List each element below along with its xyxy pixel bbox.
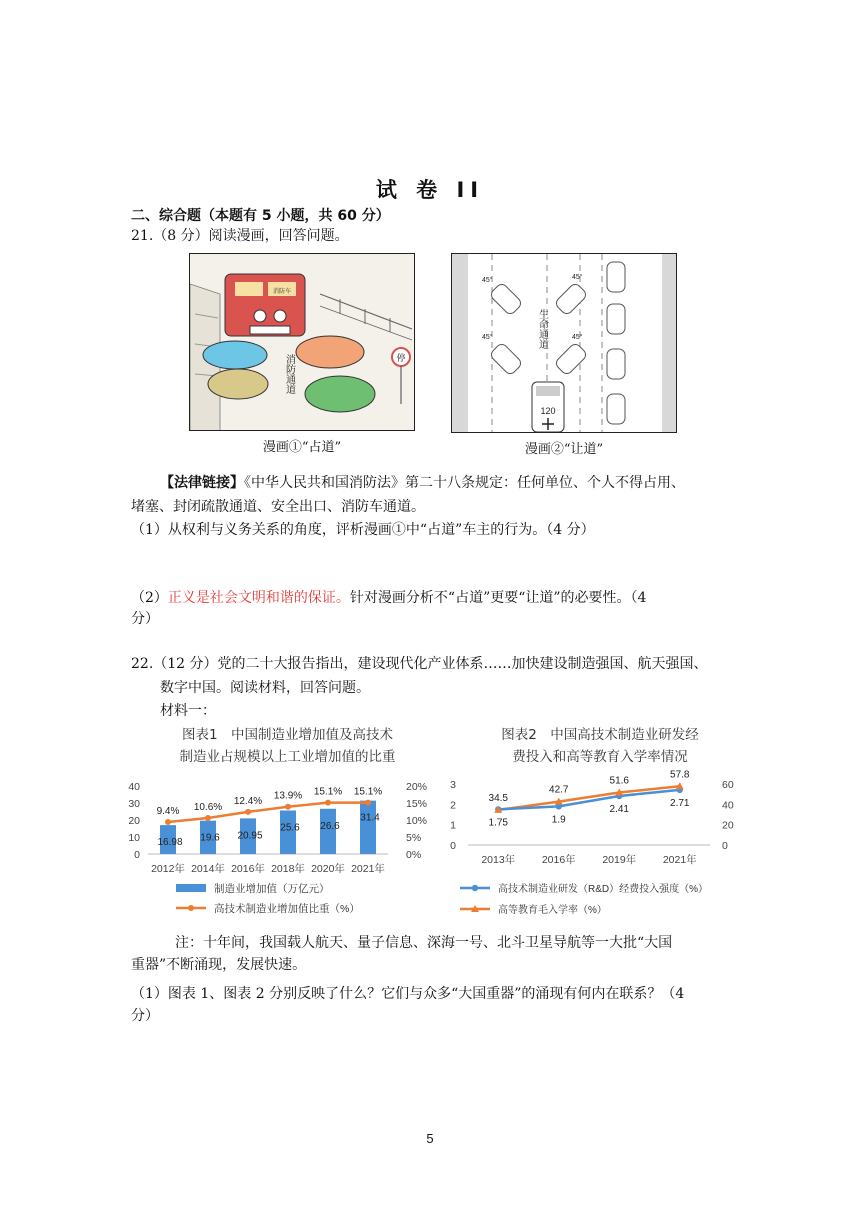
legend-label: 制造业增加值（万亿元） [214, 883, 330, 895]
road-label: 消防通道 [283, 354, 295, 394]
y-left-tick: 3 [450, 779, 456, 791]
page-number: 5 [426, 1131, 434, 1146]
enrollment-value-label: 57.8 [670, 770, 690, 781]
rd-value-label: 2.71 [670, 797, 690, 809]
legend-label: 高技术制造业增加值比重（%） [214, 903, 360, 915]
y-left-tick: 40 [128, 781, 140, 793]
q21-sub2-prefix: （2） [131, 590, 168, 606]
x-tick-label: 2013年 [481, 854, 516, 866]
line-value-label: 10.6% [193, 801, 223, 813]
enrollment-value-label: 42.7 [549, 784, 569, 796]
line-value-label: 12.4% [233, 795, 263, 807]
q22-stem-line-1: 22.（12 分）党的二十大报告指出，建设现代化产业体系……加快建设制造强国、航天强国、 [131, 656, 708, 672]
x-tick-label: 2019年 [602, 854, 637, 866]
chart-2-svg [440, 770, 760, 920]
bar-value-label: 19.6 [200, 832, 220, 844]
bar-value-label: 16.98 [157, 837, 183, 849]
x-tick-label: 2018年 [271, 863, 305, 875]
angle-label-3: 45° [482, 334, 493, 341]
q21-sub2-line-2: 分） [131, 611, 159, 627]
x-tick-label: 2021年 [351, 863, 385, 875]
q22-sub1-line-1: （1）图表 1、图表 2 分别反映了什么？它们与众多“大国重器”的涌现有何内在联系？（4 [131, 986, 685, 1002]
comic-1-caption: 漫画①“占道” [262, 440, 342, 455]
comic-1-occupying-lane [189, 253, 415, 431]
q21-sub1: （1）从权利与义务关系的角度，评析漫画①中“占道”车主的行为。（4 分） [131, 522, 595, 538]
q22-sub1-line-2: 分） [131, 1008, 159, 1024]
y-right-tick: 20 [722, 819, 734, 832]
x-tick-label: 2014年 [191, 863, 225, 875]
legend-label: 高技术制造业研发（R&D）经费投入强度（%） [498, 884, 709, 895]
y-right-tick: 60 [722, 779, 734, 791]
enrollment-value-label: 51.6 [609, 775, 629, 787]
x-tick-label: 2016年 [541, 854, 576, 866]
comic-2-illustration [452, 254, 677, 433]
q21-sub2 [131, 587, 741, 609]
enrollment-value-label: 34.5 [488, 792, 508, 804]
q21-sub2-highlight: 正义是社会文明和谐的保证。 [167, 590, 350, 606]
y-right-tick: 0% [406, 849, 422, 861]
section-heading: 二、综合题（本题有 5 小题，共 60 分） [131, 208, 390, 224]
note-line-2: 重器”不断涌现，发展快速。 [131, 957, 307, 973]
line-value-label: 15.1% [353, 786, 383, 798]
y-right-tick: 5% [406, 832, 422, 844]
line-value-label: 13.9% [273, 790, 303, 802]
lane-label: 生命通道 [536, 309, 548, 349]
legend-marker-rd [472, 885, 478, 891]
line-point [285, 804, 291, 810]
bar [360, 801, 376, 854]
law-label: 【法律链接】 [160, 475, 244, 491]
paper-title: 试 卷 II [375, 178, 485, 202]
series-line-enrollment [498, 786, 680, 810]
rd-value-label: 1.75 [488, 817, 508, 829]
y-right-tick: 15% [406, 798, 428, 810]
y-right-tick: 20% [406, 781, 428, 793]
bar-value-label: 25.6 [280, 822, 300, 834]
x-tick-label: 2012年 [151, 863, 185, 875]
y-left-tick: 0 [450, 840, 456, 852]
x-tick-label: 2020年 [311, 863, 345, 875]
line-point [165, 819, 171, 825]
y-right-tick: 0 [722, 840, 728, 852]
y-left-tick: 10 [128, 832, 140, 844]
line-point [245, 809, 251, 815]
y-left-tick: 20 [128, 815, 140, 827]
q22-stem-line-2: 数字中国。阅读材料，回答问题。 [160, 680, 370, 696]
comic-2-caption: 漫画②“让道” [524, 442, 604, 457]
legend-swatch-bar [176, 884, 206, 892]
line-point [205, 815, 211, 821]
bar-value-label: 26.6 [320, 820, 340, 832]
comic-2-making-way [451, 253, 677, 433]
note-line-1: 注：十年间，我国载人航天、量子信息、深海一号、北斗卫星导航等一大批“大国 [175, 935, 673, 951]
legend-label: 高等教育毛入学率（%） [498, 905, 607, 916]
chart-1-title-line-1: 图表1 中国制造业增加值及高技术 [181, 727, 394, 743]
material-label: 材料一： [160, 703, 216, 719]
angle-label-2: 45° [572, 274, 583, 281]
y-left-tick: 1 [450, 819, 456, 832]
law-text-line-2: 堵塞、封闭疏散通道、安全出口、消防车通道。 [131, 499, 425, 515]
rd-value-label: 1.9 [551, 814, 566, 826]
x-tick-label: 2016年 [231, 863, 265, 875]
y-left-tick: 2 [450, 799, 456, 812]
legend-marker [188, 905, 194, 911]
truck-label: 消防车 [272, 289, 292, 295]
angle-label-4: 45° [572, 334, 583, 341]
y-left-tick: 30 [128, 798, 140, 810]
q21-sub2-rest: 针对漫画分析不“占道”更要“让道”的必要性。（4 [349, 590, 647, 606]
bar-value-label: 31.4 [360, 812, 380, 824]
angle-label-1: 45° [482, 277, 493, 284]
law-text: 《中华人民共和国消防法》第二十八条规定：任何单位、个人不得占用、 [244, 475, 685, 491]
stop-sign-label: 停 [396, 353, 406, 363]
x-tick-label: 2021年 [662, 854, 697, 866]
chart-2-title-line-1: 图表2 中国高技术制造业研发经 [501, 727, 699, 743]
line-value-label: 9.4% [156, 806, 180, 818]
chart-2-title-line-2: 费投入和高等教育入学率情况 [512, 749, 688, 765]
line-value-label: 15.1% [313, 786, 343, 798]
law-link [160, 472, 740, 494]
chart-1-svg [118, 770, 448, 920]
line-point [365, 800, 371, 806]
bar-value-label: 20.95 [237, 830, 263, 842]
line-point [325, 800, 331, 806]
y-right-tick: 40 [722, 799, 734, 812]
chart-1-title-line-2: 制造业占规模以上工业增加值的比重 [179, 749, 396, 765]
y-left-tick: 0 [134, 849, 140, 861]
comic-1-illustration [190, 254, 415, 431]
y-right-tick: 10% [406, 815, 428, 827]
q21-stem: 21.（8 分）阅读漫画，回答问题。 [131, 228, 349, 244]
rd-value-label: 2.41 [609, 803, 629, 815]
ambulance-label: 120 [540, 406, 556, 416]
